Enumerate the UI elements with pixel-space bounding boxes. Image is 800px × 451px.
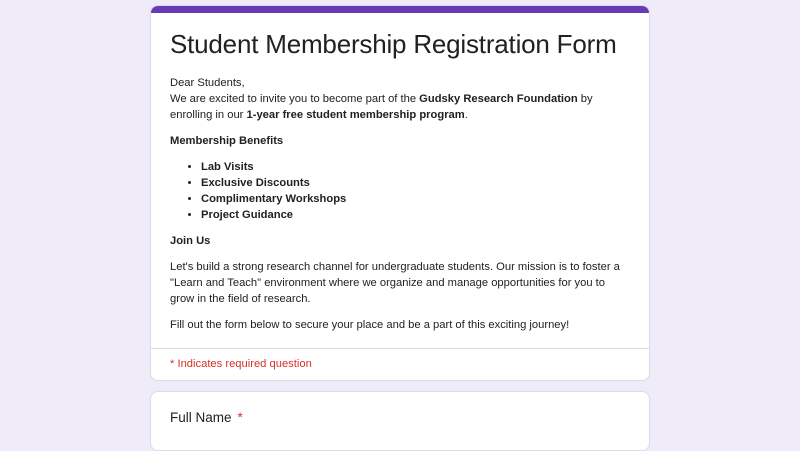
intro-paragraph: Dear Students, We are excited to invite you to become part of the Gudsky Research Foundation by enrolling in our 1-year free student membership program. (170, 77, 593, 121)
benefits-heading: Membership Benefits (170, 135, 284, 147)
required-asterisk: * (237, 410, 243, 425)
form-title: Student Membership Registration Form (170, 29, 617, 59)
form-description (170, 75, 630, 333)
benefit-item: • Complimentary Workshops (201, 191, 630, 207)
benefit-item: • Exclusive Discounts (201, 175, 630, 191)
benefits-list (170, 159, 630, 223)
question-card-full-name (150, 391, 650, 451)
greeting: Dear Students, (170, 77, 245, 89)
question-title (170, 410, 243, 425)
benefit-item: • Project Guidance (201, 207, 630, 223)
join-paragraph: Let's build a strong research channel for undergraduate students. Our mission is to foster a "Learn and Teach" environment where we organize and manage opportunities for you to grow in the field of research. (170, 261, 620, 305)
required-note: * Indicates required question (170, 358, 312, 370)
org-name: Gudsky Research Foundation (419, 93, 578, 105)
closing-paragraph: Fill out the form below to secure your place and be a part of this exciting journey! (170, 319, 570, 331)
divider (151, 348, 649, 349)
accent-bar (150, 5, 650, 13)
join-heading: Join Us (170, 235, 211, 247)
form-header-card (150, 5, 650, 381)
program-name: 1-year free student membership program (246, 109, 465, 121)
question-label: Full Name (170, 410, 232, 425)
benefit-item: • Lab Visits (201, 159, 630, 175)
